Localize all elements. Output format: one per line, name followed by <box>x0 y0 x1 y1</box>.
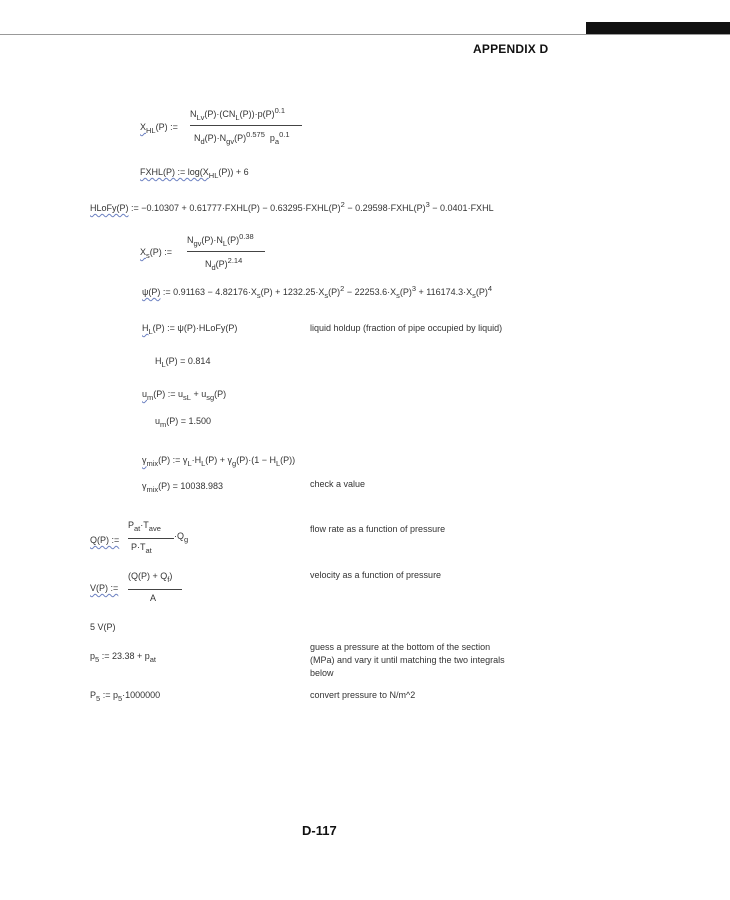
xs-fraction-bar <box>187 251 265 252</box>
xs-fraction <box>187 232 265 272</box>
gmix-value: $\gamma_{mix}(P) = 10038.983$ <box>142 481 223 494</box>
fxhl-definition: FXHL(P) := $\log(X_{HL}(P)) + 6$ <box>140 167 249 180</box>
note-flow: flow rate as a function of pressure <box>310 524 446 534</box>
xhl-numerator: $N_{Lv}(P)\cdot(CN_L(P))\cdot p(P)^{0.1}$ <box>190 106 286 122</box>
xs-lhs: $X_s(P)$ := <box>140 247 173 260</box>
header-rule <box>0 34 730 35</box>
page-number: D-117 <box>302 823 337 838</box>
q-numerator: $P_{at}\cdot T_{ave}$ <box>128 520 161 533</box>
q-tail: $\cdot Q_g$ <box>174 531 189 544</box>
xhl-fraction <box>190 106 302 146</box>
hl-value: $H_L(P) = 0.814$ <box>155 356 211 369</box>
v-numerator: $(Q(P) + Q_f)$ <box>128 571 173 584</box>
sv-label: 5 V(P) <box>90 622 116 632</box>
q-fraction <box>128 520 174 560</box>
note-holdup: liquid holdup (fraction of pipe occupied by liquid) <box>310 323 503 333</box>
xs-denominator: $N_d(P)^{2.14}$ <box>205 256 243 272</box>
v-fraction-bar <box>128 589 182 590</box>
xhl-denominator: $N_d(P)\cdot N_{gv}(P)^{0.575}$ $p_a^{0.1}$ <box>194 130 290 146</box>
gmix-definition: $\gamma_{mix}(P)$ := $\gamma_L\cdot H_L(P) + \gamma_g(P)\cdot(1 - H_L(P))$ <box>142 455 296 468</box>
q-fraction-bar <box>128 538 174 539</box>
note-velocity: velocity as a function of pressure <box>310 570 442 580</box>
xhl-lhs: $X_{HL}(P)$ := <box>140 122 178 135</box>
um-definition: $u_m(P)$ := $u_{sL} + u_{sg}(P)$ <box>142 389 227 402</box>
v-fraction <box>128 571 182 611</box>
appendix-title: APPENDIX D <box>473 42 549 56</box>
q-lhs: Q(P) := <box>90 535 120 545</box>
xhl-fraction-bar <box>190 125 302 126</box>
p5-definition: $p_5$ := $23.38 + p_{at}$ <box>90 651 156 664</box>
q-denominator: $P\cdot T_{at}$ <box>131 542 152 555</box>
note-convert: convert pressure to N/m^2 <box>310 690 416 700</box>
v-denominator: A <box>150 593 157 603</box>
hl-definition: $H_L(P)$ := ψ(P)·HLoFy(P) <box>142 323 238 336</box>
um-value: $u_m(P) = 1.500$ <box>155 416 212 429</box>
hlofy-definition: HLoFy(P) := −0.10307 + 0.61777·FXHL(P) − $0.63295\cdot FXHL(P)^2$ − $0.29598\cdot FXHL(P)^3$ − 0.0401·FXHL <box>90 200 494 213</box>
psi-definition: ψ(P) := $0.91163 - 4.82176\cdot X_s(P) + 1232.25\cdot X_s(P)^2 - 22253.6\cdot X_s(P)^3 + 116174.3\cdot X_s(P)^4$ <box>142 284 493 300</box>
P5-definition: $P_5$ := $p_5\cdot 1000000$ <box>90 690 161 703</box>
v-lhs: V(P) := <box>90 583 119 593</box>
note-check: check a value <box>310 479 366 489</box>
xs-numerator: $N_{gv}(P)\cdot N_L(P)^{0.38}$ <box>187 232 254 248</box>
note-guess: guess a pressure at the bottom of the section (MPa) and vary it until matching the two integrals below <box>310 642 505 678</box>
